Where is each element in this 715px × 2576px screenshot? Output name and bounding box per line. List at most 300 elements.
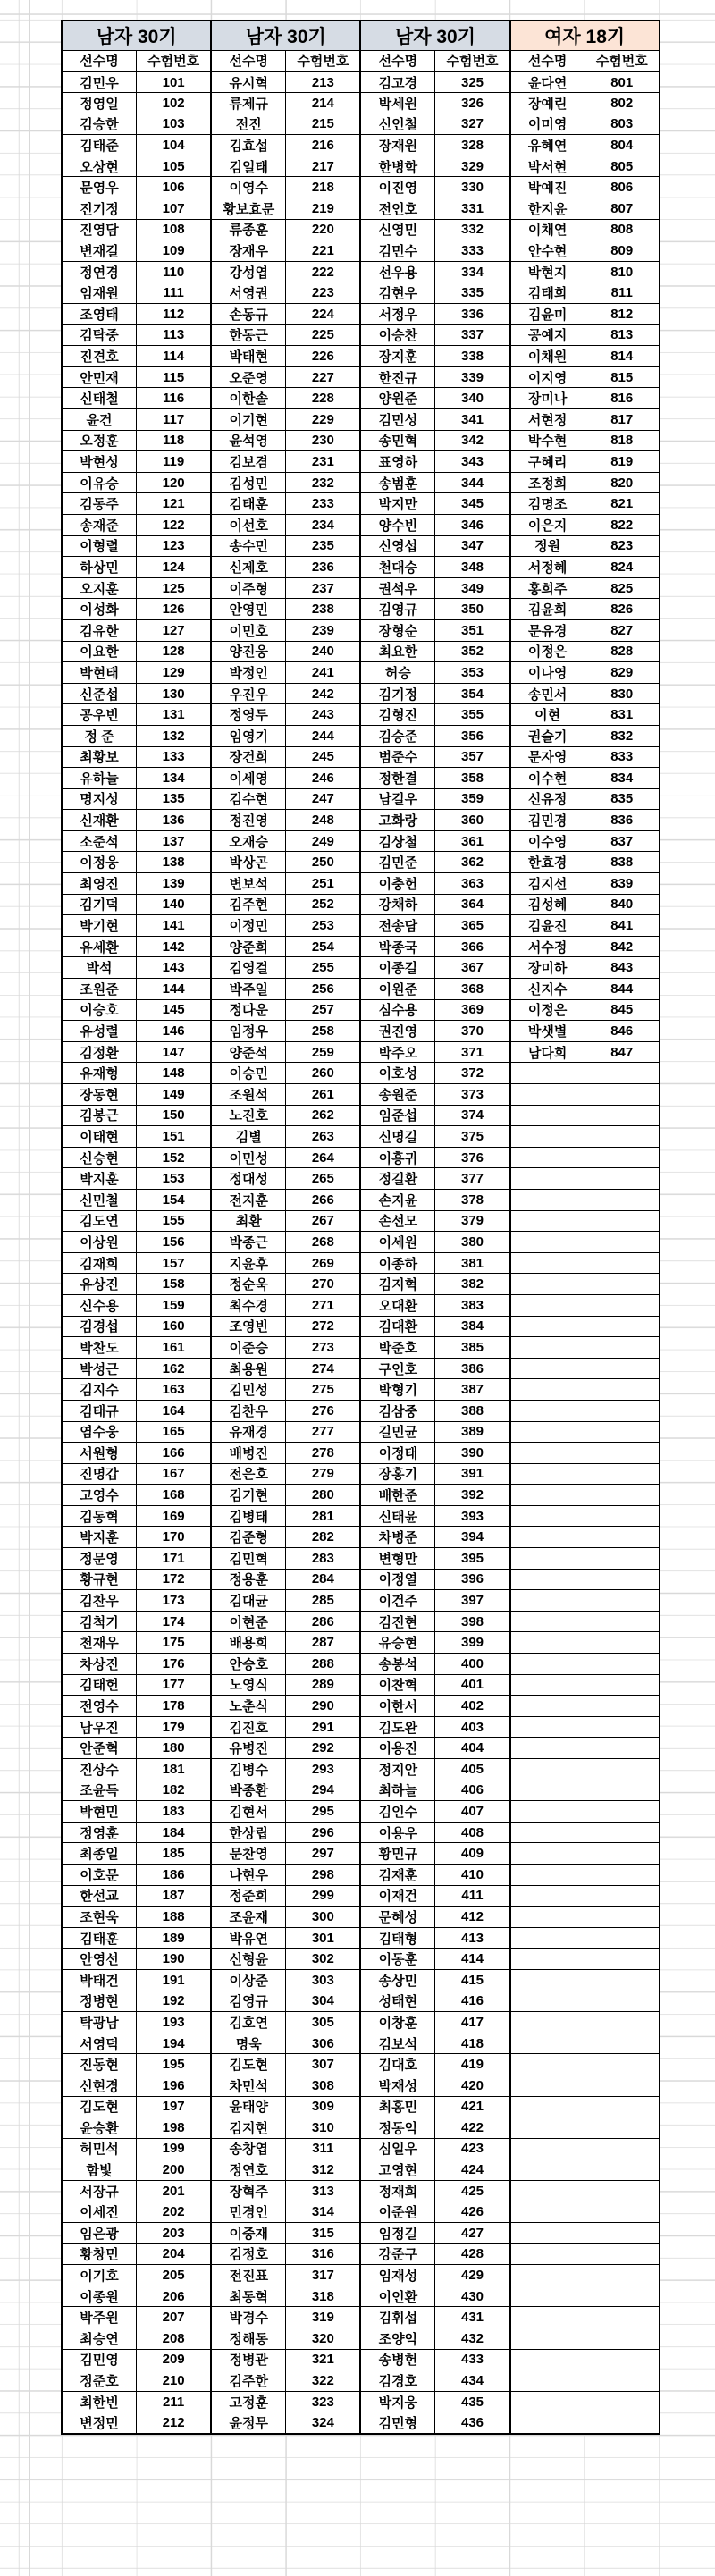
player-name-cell: 한동근 [211,324,286,346]
player-name-cell [510,1674,585,1696]
exam-number-cell: 824 [585,557,660,578]
exam-number-cell: 243 [286,704,361,726]
exam-number-cell: 163 [137,1379,212,1401]
exam-number-cell: 420 [435,2075,510,2096]
exam-number-cell: 337 [435,324,510,346]
col-header-player-name: 선수명 [62,50,137,72]
table-row [62,72,660,93]
exam-number-cell: 252 [286,894,361,915]
player-name-cell: 정영일 [62,93,137,114]
player-name-cell: 류제규 [211,93,286,114]
player-name-cell: 이한서 [360,1696,435,1717]
exam-number-cell: 330 [435,177,510,198]
table-row [62,1485,660,1506]
exam-number-cell: 272 [286,1316,361,1337]
exam-number-cell: 114 [137,346,212,367]
table-row [62,2138,660,2159]
table-row [62,1654,660,1675]
exam-number-cell: 108 [137,219,212,240]
exam-number-cell: 335 [435,282,510,304]
exam-number-cell [585,1527,660,1548]
player-name-cell: 안영민 [211,599,286,620]
player-name-cell: 김찬우 [211,1400,286,1421]
player-name-cell [510,1168,585,1190]
exam-number-cell [585,1590,660,1612]
player-name-cell [510,1084,585,1106]
exam-number-cell: 223 [286,282,361,304]
player-name-cell: 김민수 [360,240,435,262]
exam-number-cell: 415 [435,1969,510,1991]
exam-number-cell: 394 [435,1527,510,1548]
player-name-cell: 박현태 [62,662,137,684]
player-name-cell: 이원준 [360,979,435,1000]
exam-number-cell: 352 [435,641,510,662]
player-name-cell: 진견호 [62,346,137,367]
exam-number-cell: 134 [137,768,212,789]
player-name-cell: 이정은 [510,641,585,662]
exam-number-cell: 395 [435,1548,510,1570]
exam-number-cell: 192 [137,1991,212,2012]
player-name-cell: 김민우 [62,72,137,93]
exam-number-cell: 251 [286,873,361,895]
player-name-cell: 임영기 [211,725,286,746]
exam-number-cell: 424 [435,2159,510,2181]
exam-number-cell: 295 [286,1801,361,1823]
player-name-cell [510,1126,585,1148]
player-name-cell: 최승연 [62,2328,137,2350]
exam-number-cell: 355 [435,704,510,726]
player-name-cell: 안수현 [510,240,585,262]
exam-number-cell: 150 [137,1105,212,1126]
table-row [62,304,660,325]
exam-number-cell: 201 [137,2180,212,2201]
player-name-cell: 윤승환 [62,2117,137,2139]
table-row [62,1590,660,1612]
exam-number-cell: 313 [286,2180,361,2201]
exam-number-cell: 425 [435,2180,510,2201]
player-name-cell: 안준혁 [62,1738,137,1759]
table-row [62,1991,660,2012]
exam-number-cell: 373 [435,1084,510,1106]
player-name-cell: 박경수 [211,2307,286,2328]
player-name-cell: 박종근 [211,1232,286,1253]
exam-number-cell: 191 [137,1969,212,1991]
player-name-cell: 김영규 [360,599,435,620]
exam-number-cell [585,1485,660,1506]
player-name-cell [510,1358,585,1379]
player-name-cell: 박형기 [360,1379,435,1401]
exam-number-cell: 185 [137,1843,212,1865]
exam-number-cell: 316 [286,2243,361,2265]
exam-number-cell [585,2265,660,2286]
table-row [62,451,660,473]
player-name-cell: 김기정 [360,683,435,704]
player-name-cell: 정준희 [211,1885,286,1907]
exam-number-cell: 338 [435,346,510,367]
exam-number-cell: 225 [286,324,361,346]
player-name-cell: 조원석 [211,1084,286,1106]
player-name-cell [510,2223,585,2244]
player-name-cell [510,1885,585,1907]
exam-number-cell: 209 [137,2349,212,2370]
exam-number-cell [585,1463,660,1485]
exam-number-cell: 375 [435,1126,510,1148]
table-row [62,1864,660,1885]
player-name-cell: 장지훈 [360,346,435,367]
exam-number-cell: 349 [435,577,510,599]
player-name-cell [510,2054,585,2075]
player-name-cell: 조현욱 [62,1907,137,1928]
exam-number-cell: 168 [137,1485,212,1506]
player-name-cell: 정영훈 [62,1822,137,1843]
exam-number-cell [585,1274,660,1295]
player-name-cell: 고화랑 [360,810,435,831]
player-name-cell: 선우용 [360,261,435,282]
player-name-cell: 김민준 [360,852,435,873]
exam-number-cell: 304 [286,1991,361,2012]
player-name-cell: 전송담 [360,915,435,937]
player-name-cell: 박주오 [360,1041,435,1063]
player-name-cell [510,1527,585,1548]
player-name-cell: 박기현 [62,915,137,937]
table-row [62,662,660,684]
player-name-cell: 임정우 [211,1021,286,1042]
player-name-cell: 서정우 [360,304,435,325]
exam-number-cell [585,2138,660,2159]
table-row [62,1316,660,1337]
player-name-cell: 오재승 [211,830,286,852]
player-name-cell: 신수용 [62,1294,137,1316]
table-row [62,852,660,873]
player-name-cell: 한병학 [360,156,435,177]
player-name-cell: 한효경 [510,852,585,873]
exam-number-cell: 427 [435,2223,510,2244]
table-row [62,2117,660,2139]
exam-number-cell [585,1505,660,1527]
group-header: 여자 18기 [510,21,660,50]
player-name-cell [510,2096,585,2117]
exam-number-cell: 173 [137,1590,212,1612]
player-name-cell: 고영수 [62,1485,137,1506]
table-row [62,2349,660,2370]
player-name-cell: 조영태 [62,304,137,325]
player-name-cell: 공우빈 [62,704,137,726]
exam-number-cell: 256 [286,979,361,1000]
exam-number-cell: 372 [435,1063,510,1084]
player-name-cell: 이기호 [62,2265,137,2286]
table-row [62,1696,660,1717]
table-row [62,1041,660,1063]
exam-number-cell: 357 [435,746,510,768]
exam-number-cell: 276 [286,1400,361,1421]
exam-number-cell: 280 [286,1485,361,1506]
exam-number-cell [585,2180,660,2201]
exam-number-cell: 396 [435,1569,510,1590]
exam-number-cell: 805 [585,156,660,177]
exam-number-cell: 811 [585,282,660,304]
table-row [62,135,660,156]
exam-number-cell: 133 [137,746,212,768]
exam-number-cell [585,1294,660,1316]
table-row [62,641,660,662]
player-name-cell: 박지훈 [62,1527,137,1548]
player-name-cell: 박지웅 [360,2391,435,2412]
exam-number-cell: 245 [286,746,361,768]
table-row [62,493,660,515]
exam-number-cell [585,1421,660,1443]
exam-number-cell: 807 [585,198,660,220]
table-row [62,114,660,135]
exam-number-cell: 204 [137,2243,212,2265]
player-name-cell: 김태희 [510,282,585,304]
player-name-cell [510,2391,585,2412]
exam-number-cell: 287 [286,1632,361,1654]
player-name-cell: 신형윤 [211,1949,286,1970]
exam-number-cell: 829 [585,662,660,684]
exam-number-cell: 230 [286,430,361,451]
table-row [62,472,660,493]
exam-number-cell: 136 [137,810,212,831]
exam-number-cell: 325 [435,72,510,93]
exam-number-cell: 329 [435,156,510,177]
exam-number-cell: 178 [137,1696,212,1717]
exam-number-cell: 410 [435,1864,510,1885]
exam-number-cell [585,1907,660,1928]
player-name-cell: 차민석 [211,2075,286,2096]
player-name-cell: 이채원 [510,346,585,367]
player-name-cell: 이채연 [510,219,585,240]
player-name-cell [510,1316,585,1337]
player-name-cell: 오대환 [360,1294,435,1316]
player-name-cell: 우진우 [211,683,286,704]
table-row [62,1907,660,1928]
column-header-row [62,50,660,72]
player-name-cell: 이종하 [360,1252,435,1274]
exam-number-cell: 236 [286,557,361,578]
player-name-cell: 정영두 [211,704,286,726]
player-name-cell: 박현지 [510,261,585,282]
exam-number-cell [585,1927,660,1949]
exam-number-cell: 120 [137,472,212,493]
exam-number-cell: 804 [585,135,660,156]
table-row [62,2243,660,2265]
exam-number-cell: 218 [286,177,361,198]
exam-number-cell [585,1674,660,1696]
player-name-cell [510,1294,585,1316]
player-name-cell: 배용희 [211,1632,286,1654]
player-name-cell [510,1801,585,1823]
exam-number-cell: 165 [137,1421,212,1443]
player-name-cell: 김민성 [360,409,435,431]
player-name-cell: 신재환 [62,810,137,831]
exam-number-cell: 315 [286,2223,361,2244]
exam-number-cell: 820 [585,472,660,493]
exam-number-cell: 354 [435,683,510,704]
exam-number-cell: 174 [137,1611,212,1632]
player-name-cell: 김삼중 [360,1400,435,1421]
player-name-cell: 진명갑 [62,1463,137,1485]
exam-number-cell: 359 [435,788,510,810]
player-name-cell [510,1485,585,1506]
player-name-cell: 유승현 [360,1632,435,1654]
table-row [62,915,660,937]
col-header-exam-number: 수험번호 [585,50,660,72]
player-name-cell: 김탁중 [62,324,137,346]
exam-number-cell: 228 [286,388,361,409]
player-name-cell: 박예진 [510,177,585,198]
exam-number-cell: 115 [137,366,212,388]
exam-number-cell: 271 [286,1294,361,1316]
player-name-cell: 윤다연 [510,72,585,93]
exam-number-cell: 148 [137,1063,212,1084]
player-name-cell: 이용진 [360,1738,435,1759]
exam-number-cell: 258 [286,1021,361,1042]
player-name-cell: 심일우 [360,2138,435,2159]
exam-number-cell: 127 [137,619,212,641]
player-name-cell: 황규현 [62,1569,137,1590]
exam-number-cell: 411 [435,1885,510,1907]
table-row [62,2328,660,2350]
player-name-cell: 김태훈 [211,493,286,515]
player-name-cell: 김봉근 [62,1105,137,1126]
exam-number-cell: 169 [137,1505,212,1527]
player-name-cell: 김대환 [360,1316,435,1337]
exam-number-cell: 308 [286,2075,361,2096]
player-name-cell: 김형진 [360,704,435,726]
exam-number-cell: 257 [286,999,361,1021]
exam-number-cell: 196 [137,2075,212,2096]
table-row [62,366,660,388]
player-name-cell: 이승민 [211,1063,286,1084]
player-name-cell: 범준수 [360,746,435,768]
table-row [62,1949,660,1970]
exam-number-cell: 384 [435,1316,510,1337]
player-name-cell: 유재경 [211,1421,286,1443]
table-row [62,514,660,535]
player-name-cell: 김동주 [62,493,137,515]
exam-number-cell: 278 [286,1443,361,1464]
player-name-cell: 정다운 [211,999,286,1021]
exam-number-cell: 107 [137,198,212,220]
exam-number-cell: 401 [435,1674,510,1696]
player-name-cell: 박수현 [510,430,585,451]
player-name-cell: 김민형 [360,2412,435,2434]
player-name-cell: 구인호 [360,1358,435,1379]
exam-number-cell: 423 [435,2138,510,2159]
player-name-cell: 이수현 [510,768,585,789]
table-row [62,1569,660,1590]
exam-number-cell: 353 [435,662,510,684]
player-name-cell [510,1632,585,1654]
exam-number-cell: 389 [435,1421,510,1443]
exam-number-cell: 363 [435,873,510,895]
exam-number-cell: 207 [137,2307,212,2328]
exam-number-cell: 238 [286,599,361,620]
player-name-cell: 김민혁 [211,1548,286,1570]
player-name-cell: 이미영 [510,114,585,135]
player-name-cell: 이세진 [62,2201,137,2223]
exam-number-cell: 840 [585,894,660,915]
table-row [62,1063,660,1084]
exam-number-cell: 113 [137,324,212,346]
player-name-cell: 김진현 [360,1611,435,1632]
player-name-cell: 이유승 [62,472,137,493]
exam-number-cell: 293 [286,1759,361,1780]
player-name-cell: 노영식 [211,1674,286,1696]
player-name-cell: 김성민 [211,472,286,493]
exam-number-cell: 324 [286,2412,361,2434]
exam-number-cell: 166 [137,1443,212,1464]
exam-number-cell [585,1379,660,1401]
player-name-cell: 정길환 [360,1168,435,1190]
col-header-exam-number: 수험번호 [435,50,510,72]
exam-number-cell [585,1232,660,1253]
table-row [62,324,660,346]
player-name-cell: 이요한 [62,641,137,662]
exam-number-cell: 237 [286,577,361,599]
exam-number-cell: 847 [585,1041,660,1063]
player-name-cell [510,1147,585,1168]
exam-number-cell: 426 [435,2201,510,2223]
player-name-cell: 김지선 [510,873,585,895]
exam-number-cell [585,1569,660,1590]
exam-number-cell: 842 [585,936,660,957]
player-name-cell: 김대균 [211,1590,286,1612]
exam-number-cell: 195 [137,2054,212,2075]
player-name-cell: 이창훈 [360,2012,435,2033]
exam-number-cell: 346 [435,514,510,535]
exam-number-cell: 226 [286,346,361,367]
exam-number-cell: 179 [137,1716,212,1738]
exam-number-cell: 370 [435,1021,510,1042]
table-row [62,1126,660,1148]
exam-number-cell: 274 [286,1358,361,1379]
player-name-cell: 김태헌 [62,1674,137,1696]
player-name-cell [510,2370,585,2392]
table-row [62,894,660,915]
player-name-cell: 양준희 [211,936,286,957]
exam-number-cell: 123 [137,535,212,557]
exam-number-cell: 431 [435,2307,510,2328]
group-header: 남자 30기 [211,21,360,50]
exam-number-cell: 392 [435,1485,510,1506]
player-name-cell: 송민혁 [360,430,435,451]
player-name-cell [510,1569,585,1590]
player-name-cell: 유상진 [62,1274,137,1295]
player-name-cell: 김도완 [360,1716,435,1738]
player-name-cell: 장동현 [62,1084,137,1106]
exam-number-cell: 361 [435,830,510,852]
table-row [62,240,660,262]
player-name-cell: 강준구 [360,2243,435,2265]
exam-number-cell: 260 [286,1063,361,1084]
exam-number-cell: 388 [435,1400,510,1421]
table-row [62,577,660,599]
exam-number-cell [585,1611,660,1632]
player-name-cell: 임재성 [360,2265,435,2286]
player-name-cell: 조정희 [510,472,585,493]
exam-number-cell: 327 [435,114,510,135]
player-name-cell [510,2159,585,2181]
player-name-cell: 신현경 [62,2075,137,2096]
player-name-cell: 이호문 [62,1864,137,1885]
exam-number-cell: 132 [137,725,212,746]
player-name-cell: 신민철 [62,1189,137,1210]
player-name-cell: 한상립 [211,1822,286,1843]
exam-number-cell: 281 [286,1505,361,1527]
exam-number-cell: 267 [286,1210,361,1232]
exam-number-cell: 419 [435,2054,510,2075]
